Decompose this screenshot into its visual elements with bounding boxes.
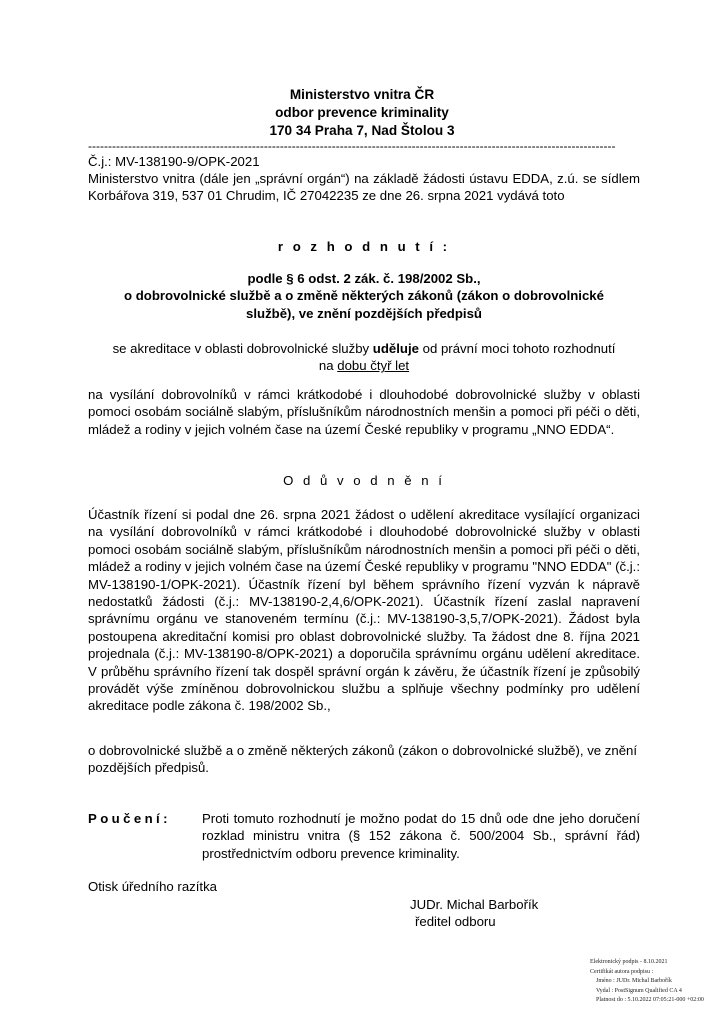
accreditation-statement [110,340,618,375]
accreditation-granted: uděluje [372,341,419,356]
accreditation-duration: dobu čtyř let [337,358,410,374]
decision-title: r o z h o d n u t í : [277,239,451,254]
official-stamp-placeholder: Otisk úředního razítka [88,879,218,894]
document-header [0,86,724,140]
intro-paragraph: Ministerstvo vnitra (dále jen „správní orgán“) na základě žádosti ústavu EDDA, z.ú. se sídlem Korbářova 319, 537 01 Chrudim, IČ 27042235 ze dne 26. srpna 2021 vydává toto [88,171,640,204]
law-line-1: podle § 6 odst. 2 zák. č. 198/2002 Sb., [247,271,481,286]
accreditation-text-before: se akreditace v oblasti dobrovolnické služby [112,341,373,356]
esig-validity: Platnost do : 5.10.2022 07:05:21-000 +02:00 [596,997,704,1004]
signatory-title: ředitel odboru [415,914,496,930]
reference-number: Č.j.: MV-138190-9/OPK-2021 [88,154,260,169]
justification-title: O d ů v o d n ě n í [283,473,445,488]
ministry-address: 170 34 Praha 7, Nad Štolou 3 [269,123,455,138]
department-name: odbor prevence kriminality [275,105,449,120]
signature-block [410,896,538,931]
accreditation-text-middle: od právní moci tohoto rozhodnutí na [318,341,616,374]
scope-paragraph: na vysílání dobrovolníků v rámci krátkodobé i dlouhodobé dobrovolnické služby v oblasti pomoci osobám sociálně slabým, příslušníkům národnostních menšin a pomoci při péči o děti, mládež a rodiny v jejich volném čase na území České republiky v programu „NNO EDDA“. [88,387,640,437]
instruction-text: Proti tomuto rozhodnutí je možno podat do 15 dnů ode dne jeho doručení rozklad ministru vnitra (§ 152 zákona č. 500/2004 Sb., správní řád) prostřednictvím odboru prevence kriminality. [202,811,640,861]
esig-date: Elektronický podpis - 8.10.2021 [590,959,668,965]
justification-paragraph-end: o dobrovolnické službě a o změně některých zákonů (zákon o dobrovolnické službě), ve znění pozdějších předpisů. [88,743,638,776]
electronic-signature-info [590,958,724,1006]
separator-line: ------------------------------------------------------------------------------------------------------------------------------------ [88,140,616,152]
ministry-name: Ministerstvo vnitra ČR [289,87,435,102]
instruction-label: Poučení: [88,811,171,826]
signatory-name: JUDr. Michal Barbořík [410,897,539,912]
law-reference [108,270,620,322]
esig-cert-label: Certifikát autora podpisu : [590,968,654,975]
esig-issuer: Vydal : PostSignum Qualified CA 4 [596,987,682,994]
justification-paragraph: Účastník řízení si podal dne 26. srpna 2021 žádost o udělení akreditace vysílající organizaci na vysílání dobrovolníků v rámci krátkodobé i dlouhodobé dobrovolnické služby v oblasti pomoci osobám sociálně slabým, příslušníkům národnostních menšin a pomoci při péči o děti, mládež a rodiny v jejich volném čase na území České republiky v programu "NNO EDDA" (č.j.: MV-138190-1/OPK-2021). Účastník řízení byl během správního řízení vyzván k nápravě nedostatků žádosti (č.j.: MV-138190-2,4,6/OPK-2021). Účastník řízení zaslal napravení správnímu orgánu ve stanoveném termínu (č.j.: MV-138190-3,5,7/OPK-2021). Žádost byla postoupena akreditační komisi pro oblast dobrovolnické služby. Ta žádost dne 8. října 2021 projednala (č.j.: MV-138190-8/OPK-2021) a doporučila správnímu orgánu udělení akreditace. V průběhu správního řízení tak dospěl správní orgán k závěru, že účastník řízení je způsobilý provádět výše zmíněnou dobrovolnickou službu a splňuje všechny podmínky pro udělení akreditace podle zákona č. 198/2002 Sb., [88,507,640,714]
esig-name: Jméno : JUDr. Michal Barbořík [596,978,672,985]
law-line-2: o dobrovolnické službě a o změně některých zákonů (zákon o dobrovolnické službě), ve znění pozdějších předpisů [124,288,604,321]
